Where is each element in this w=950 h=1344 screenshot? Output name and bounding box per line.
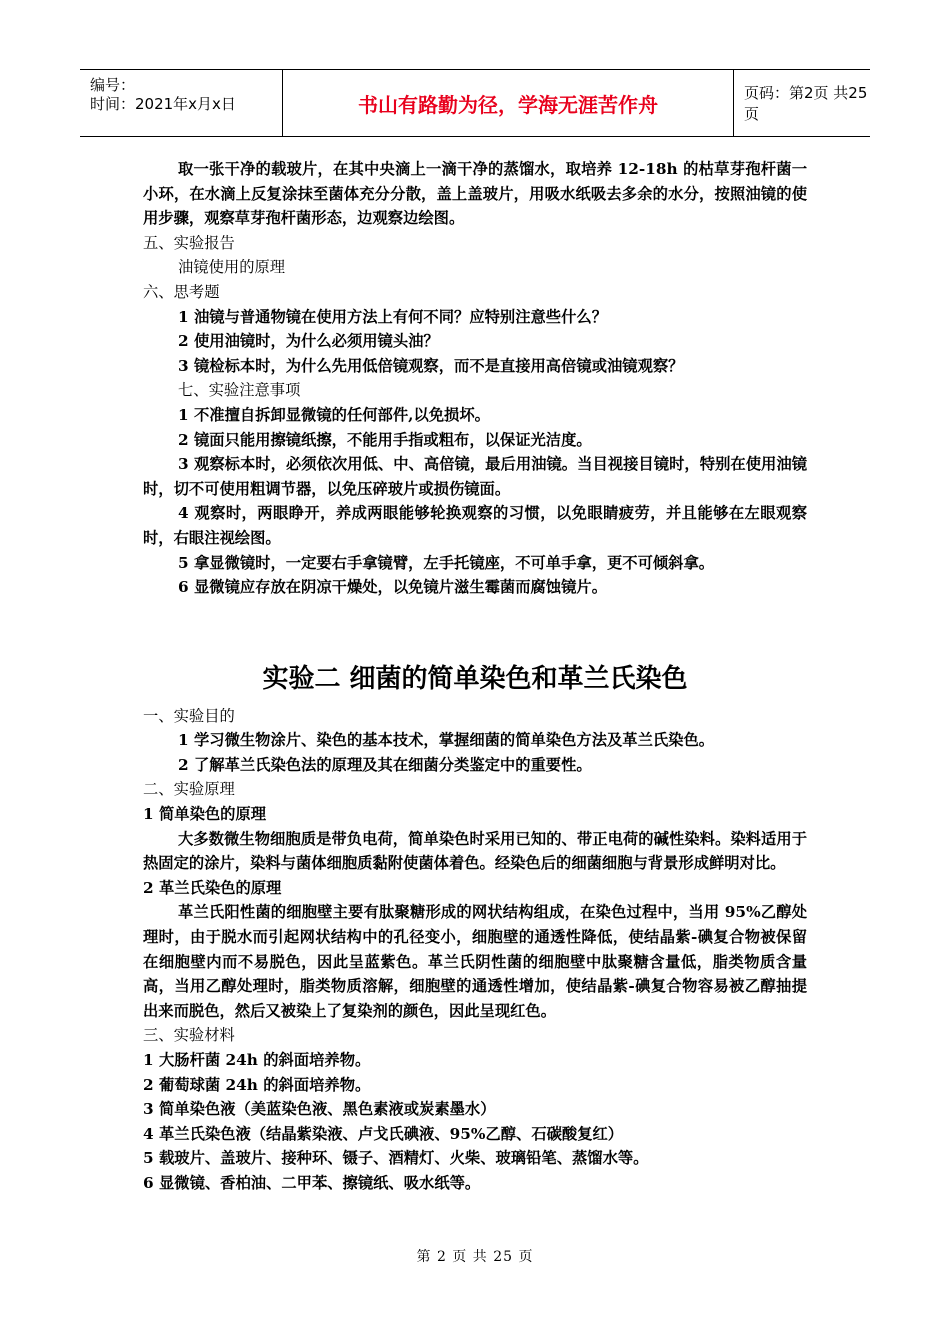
- heading-experiment-report: 五、实验报告: [143, 233, 235, 252]
- heading-questions: 六、思考题: [143, 282, 220, 301]
- material-item: 4 革兰氏染色液（结晶紫染液、卢戈氏碘液、95%乙醇、石碳酸复红）: [143, 1124, 624, 1143]
- precaution-item: 2 镜面只能用擦镜纸擦，不能用手指或粗布，以保证光洁度。: [178, 430, 592, 449]
- experiment-title: 实验二 细菌的简单染色和革兰氏染色: [262, 663, 688, 694]
- objective-item: 1 学习微生物涂片、染色的基本技术，掌握细菌的简单染色方法及革兰氏染色。: [178, 731, 715, 750]
- header-motto: 书山有路勤为径，学海无涯苦作舟: [282, 70, 734, 136]
- header-date-label: 时间：2021年x月x日: [90, 95, 236, 113]
- precaution-item: 3 观察标本时，必须依次用低、中、高倍镜，最后用油镜。当目视接目镜时，特别在使用油镜时，切不可使用粗调节器，以免压碎玻片或损伤镜面。: [143, 455, 807, 498]
- paragraph-intro: 取一张干净的载玻片，在其中央滴上一滴干净的蒸馏水，取培养 12-18h 的枯草芽孢杆菌一小环，在水滴上反复涂抹至菌体充分分散，盖上盖玻片，用吸水纸吸去多余的水分，按照油镜的使用步骤，观察草芽孢杆菌形态，边观察边绘图。: [143, 160, 807, 228]
- material-item: 6 显微镜、香柏油、二甲苯、擦镜纸、吸水纸等。: [143, 1173, 481, 1192]
- precaution-item: 1 不准擅自拆卸显微镜的任何部件,以免损坏。: [178, 405, 490, 424]
- precaution-item: 6 显微镜应存放在阴凉干燥处，以免镜片滋生霉菌而腐蚀镜片。: [178, 578, 607, 597]
- objective-item: 2 了解革兰氏染色法的原理及其在细菌分类鉴定中的重要性。: [178, 755, 592, 774]
- section-spacer: [143, 600, 807, 655]
- material-item: 5 载玻片、盖玻片、接种环、镊子、酒精灯、火柴、玻璃铅笔、蒸馏水等。: [143, 1149, 649, 1168]
- subheading-simple-stain: 1 简单染色的原理: [143, 805, 267, 824]
- question-item: 1 油镜与普通物镜在使用方法上有何不同？应特别注意些什么？: [178, 307, 607, 326]
- heading-materials: 三、实验材料: [143, 1026, 235, 1045]
- precaution-item: 5 拿显微镜时，一定要右手拿镜臂，左手托镜座，不可单手拿，更不可倾斜拿。: [178, 553, 715, 572]
- header-meta-cell: [80, 70, 282, 136]
- paragraph-gram-stain: 革兰氏阳性菌的细胞壁主要有肽聚糖形成的网状结构组成，在染色过程中，当用 95%乙醇处理时，由于脱水而引起网状结构中的孔径变小，细胞壁的通透性降低，使结晶紫-碘复合物被保留在细胞壁内而不易脱色，因此呈蓝紫色。革兰氏阴性菌的细胞壁中肽聚糖含量低，脂类物质含量高，当用乙醇处理时，脂类物质溶解，细胞壁的通透性增加，使结晶紫-碘复合物容易被乙醇抽提出来而脱色，然后又被染上了复染剂的颜色，因此呈现红色。: [143, 903, 807, 1020]
- document-body: [143, 157, 807, 1196]
- question-item: 2 使用油镜时，为什么必须用镜头油？: [178, 332, 439, 351]
- precaution-item: 4 观察时，两眼睁开，养成两眼能够轮换观察的习惯，以免眼睛疲劳，并且能够在左眼观察时，右眼注视绘图。: [143, 504, 807, 547]
- report-item: 油镜使用的原理: [178, 258, 286, 277]
- material-item: 3 简单染色液（美蓝染色液、黑色素液或炭素墨水）: [143, 1100, 496, 1119]
- heading-precautions: 七、实验注意事项: [178, 381, 301, 400]
- header-number-label: 编号：: [90, 76, 136, 94]
- paragraph-simple-stain: 大多数微生物细胞质是带负电荷，简单染色时采用已知的、带正电荷的碱性染料。染料适用于热固定的涂片，染料与菌体细胞质黏附使菌体着色。经染色后的细菌细胞与背景形成鲜明对比。: [143, 829, 807, 873]
- heading-objectives: 一、实验目的: [143, 706, 235, 725]
- heading-principles: 二、实验原理: [143, 780, 235, 799]
- page-footer: 第 2 页 共 25 页: [416, 1249, 534, 1265]
- material-item: 2 葡萄球菌 24h 的斜面培养物。: [143, 1075, 371, 1094]
- question-item: 3 镜检标本时，为什么先用低倍镜观察，而不是直接用高倍镜或油镜观察？: [178, 356, 684, 375]
- header-page-label: 页码：第2页 共25页: [744, 84, 868, 123]
- page-header: [80, 69, 870, 137]
- material-item: 1 大肠杆菌 24h 的斜面培养物。: [143, 1051, 371, 1069]
- subheading-gram-stain: 2 革兰氏染色的原理: [143, 878, 282, 897]
